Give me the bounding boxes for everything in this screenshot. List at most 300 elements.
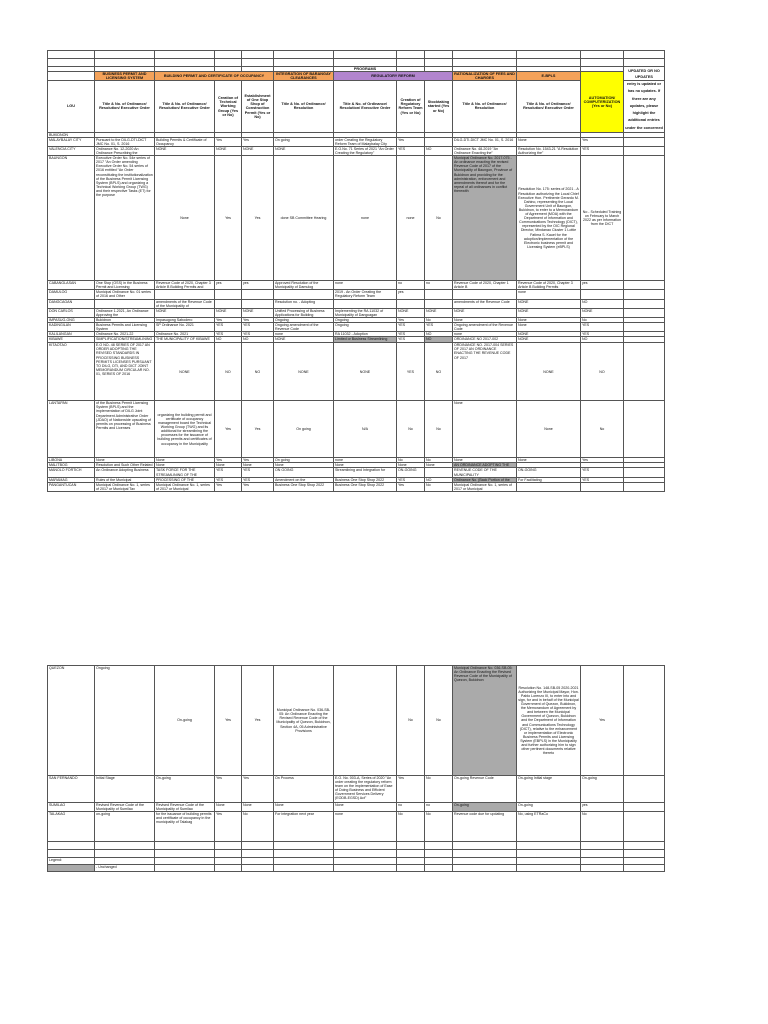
- data-cell: [624, 137, 665, 146]
- data-cell: Business One Stop Shop 2022: [334, 482, 397, 491]
- data-cell: No: [581, 401, 624, 458]
- data-cell: Yes: [215, 482, 242, 491]
- lgu-cell: BAUNGON: [48, 156, 95, 281]
- data-cell: No, using ETRaCo: [517, 812, 581, 842]
- table-row: [48, 290, 665, 299]
- data-cell: Building Permits & Certificate of Occupancy: [155, 137, 215, 146]
- lgu-cell: CABANGLASAN: [48, 281, 95, 290]
- data-cell: YES: [581, 468, 624, 477]
- legend-item: - Unchanged: [95, 865, 155, 872]
- legend-swatch: [48, 865, 95, 872]
- data-cell: No: [425, 482, 453, 491]
- data-cell: Business Permits and Licensing System: [95, 323, 155, 332]
- data-cell: No: [425, 317, 453, 322]
- col-title-res-exec: Title & No. of Ordinance/ Resolution/ Executive Order: [334, 81, 397, 132]
- lgu-cell: SAN FERNANDO: [48, 775, 95, 802]
- data-cell: [624, 802, 665, 811]
- data-cell: None: [517, 458, 581, 463]
- data-cell: Yes: [397, 482, 425, 491]
- table-row: [48, 308, 665, 317]
- data-cell: NONE: [397, 308, 425, 317]
- data-cell: None: [397, 463, 425, 468]
- group-fees: RATIONALIZATION OF FEES AND CHARGES: [454, 72, 515, 81]
- table-row: [48, 775, 665, 802]
- col-title-fees: Title & No. of Ordinance/ Resolution: [453, 81, 517, 132]
- data-cell: Municipal Ordinance No. 1, series of 2017 or Municipal: [155, 482, 215, 491]
- updated-note: entry is updated or has no updates. If there are any updates, please highlight the additional entries under the concerned: [624, 81, 665, 132]
- data-cell: None: [425, 463, 453, 468]
- data-cell: Revenue Code of 2020, Chapter 3 Article B Building Permits and: [155, 281, 215, 290]
- data-cell: None: [453, 458, 517, 463]
- data-cell: NONE: [581, 308, 624, 317]
- data-cell: Revised Revenue Code of the Municipality of Sumilao: [95, 802, 155, 811]
- data-cell: No: [397, 401, 425, 458]
- data-cell: E.O NO- 48 SERIES OF 2017 AN ORDER ADOPTING THE REVISED STANDARDS IN PROCESSING BUSINESS PERMITS LICENSES PURSUANT TO DILG, DTI, AND DICT JOINT MEMORANDUM CIRCULAR NO. 01, SERIES OF 2016: [95, 343, 155, 401]
- lgu-cell: MALAYBALAY CITY: [48, 137, 95, 146]
- data-cell: none: [334, 156, 397, 281]
- data-cell: [624, 323, 665, 332]
- data-cell: Yes: [397, 137, 425, 146]
- data-cell: No: [581, 317, 624, 322]
- data-cell: [624, 281, 665, 290]
- data-cell: none: [517, 290, 581, 299]
- data-cell: no: [425, 802, 453, 811]
- data-cell: [334, 299, 397, 308]
- data-cell: [624, 775, 665, 802]
- data-cell: Yes: [215, 812, 242, 842]
- data-cell: [95, 299, 155, 308]
- data-cell: [274, 290, 334, 299]
- lgu-cell: MALITBOG: [48, 463, 95, 468]
- lgu-cell: DON CARLOS: [48, 308, 95, 317]
- data-cell: YES: [215, 468, 242, 477]
- lgu-cell: MARAMAG: [48, 477, 95, 482]
- data-cell: [215, 299, 242, 308]
- data-cell: No: [425, 812, 453, 842]
- data-cell: None: [334, 802, 397, 811]
- data-cell: YES: [425, 323, 453, 332]
- data-cell: Yes: [581, 137, 624, 146]
- data-cell: yes: [242, 281, 274, 290]
- data-cell: of the Business Permit Licensing System (BPLS) and the implementation of DILG Joint Department Administrative Order (JDAO) of Nationwide upscaling of permits on processing of Business Permits and Licenses: [95, 401, 155, 458]
- data-cell: [624, 665, 665, 775]
- data-cell: on-going: [95, 812, 155, 842]
- lgu-cell: SUMILAO: [48, 802, 95, 811]
- data-cell: None: [274, 463, 334, 468]
- data-cell: No - Scheduled Training on February to March 2022 as per Information from the DICT: [581, 156, 624, 281]
- programs-label: PROGRAMS: [334, 67, 397, 72]
- data-cell: Yes: [397, 775, 425, 802]
- data-cell: none: [397, 156, 425, 281]
- lgu-cell: KITAOTAO: [48, 343, 95, 401]
- data-cell: Yes: [581, 458, 624, 463]
- col-one-stop: Establishment of One Stop Shop of Construction Permit (Yes or No): [242, 81, 274, 132]
- col-title-ordinance-2: Title & No. of Ordinance/ Resolution/ Executive Order: [155, 81, 215, 132]
- spreadsheet: [47, 50, 664, 872]
- data-cell: NONE: [517, 337, 581, 343]
- data-cell: No: [397, 458, 425, 463]
- data-cell: Rules of the Municipal: [95, 477, 155, 482]
- data-cell: E.O.No. 71 Series of 2021 "An Order Creating the Regulatory": [334, 146, 397, 155]
- data-cell: NONE: [274, 146, 334, 155]
- data-cell: NONE: [517, 343, 581, 401]
- data-cell: NO: [581, 337, 624, 343]
- data-cell: Ongoing: [334, 317, 397, 322]
- data-cell: NO: [425, 332, 453, 337]
- data-cell: Yes: [242, 775, 274, 802]
- group-ebpls: E-BPLS: [517, 72, 581, 81]
- data-cell: Ongoing amendment of the Revenue Code: [453, 323, 517, 332]
- data-cell: Implementing the RA 11032 of Municipality of Dangcagan: [334, 308, 397, 317]
- data-cell: On-going: [581, 775, 624, 802]
- data-cell: SP Ordinance No. 2021: [155, 323, 215, 332]
- data-cell: NO: [425, 146, 453, 155]
- data-cell: Amendment on the: [274, 477, 334, 482]
- lgu-cell: IMPASUG-ONG: [48, 317, 95, 322]
- data-cell: THE MUNICIPALITY OF KIBAWE: [155, 337, 215, 343]
- data-cell: [624, 299, 665, 308]
- data-cell: On-going: [453, 802, 517, 811]
- data-cell: Resolution and Such Other Related: [96, 463, 153, 468]
- col-regulatory-team: Creation of Regulatory Reform Team (Yes or No): [397, 81, 425, 132]
- data-cell: On-going Revenue Code: [453, 775, 517, 802]
- col-stocktaking: Stocktaking started (Yes or No): [425, 81, 453, 132]
- data-cell: YES: [397, 323, 425, 332]
- data-cell: NO: [242, 337, 274, 343]
- data-cell: Yes: [242, 482, 274, 491]
- data-cell: YES: [242, 323, 274, 332]
- data-cell: Municipal Ordinance No. 1, series of 2017 or Municipal: [453, 482, 517, 491]
- legend-label: Legend:: [48, 858, 95, 865]
- data-cell: On-going: [155, 775, 215, 802]
- data-cell: YES: [581, 323, 624, 332]
- data-cell: YES: [242, 332, 274, 337]
- lgu-cell: QUEZON: [48, 665, 95, 775]
- data-cell: NONE: [274, 337, 334, 343]
- data-cell: Ongoing: [334, 323, 397, 332]
- data-cell: Bukidnon: [95, 317, 155, 322]
- data-cell: [215, 290, 242, 299]
- data-cell: N/A: [334, 401, 397, 458]
- data-cell: No: [581, 812, 624, 842]
- data-cell: None: [242, 802, 274, 811]
- data-cell: None: [453, 401, 517, 458]
- data-cell: No: [425, 401, 453, 458]
- data-cell: yes: [215, 281, 242, 290]
- data-cell: No: [425, 156, 453, 281]
- data-cell: On-going: [517, 802, 581, 811]
- col-lgu: LGU: [48, 81, 95, 132]
- data-cell: No: [242, 812, 274, 842]
- data-cell: Yes: [215, 665, 242, 775]
- data-cell: [397, 299, 425, 308]
- data-cell: Municipal Ordinance No. 1, series of 2017 or Municipal Tax: [95, 482, 155, 491]
- col-creation-group: Creation of Technical Working Group (Yes or No): [215, 81, 242, 132]
- data-cell: ON-GOING: [517, 468, 581, 477]
- table-row: [48, 299, 665, 308]
- data-cell: Yes: [242, 137, 274, 146]
- data-cell: None: [517, 137, 581, 146]
- data-cell: No: [425, 458, 453, 463]
- data-cell: YES: [242, 468, 274, 477]
- lgu-cell: KALILANGAN: [48, 332, 95, 337]
- col-title-ordinance: Title & No. of Ordinance/ Resolution/ Executive Order: [95, 81, 155, 132]
- data-cell: None: [215, 463, 242, 468]
- table-row: [48, 343, 665, 401]
- lgu-cell: BUKIDNON: [48, 132, 95, 137]
- data-cell: NONE: [155, 343, 215, 401]
- data-cell: None: [155, 458, 215, 463]
- data-cell: [425, 290, 453, 299]
- data-cell: 2019 - An Order Creating the Regulatory Reform Team: [334, 290, 397, 299]
- data-cell: Limited or Business Streamlining: [334, 337, 397, 343]
- data-cell: Ongoing amendment of the Revenue Code: [274, 323, 334, 332]
- data-cell: Yes: [397, 317, 425, 322]
- data-cell: On going: [274, 458, 334, 463]
- data-cell: [624, 290, 665, 299]
- data-cell: [624, 308, 665, 317]
- data-cell: [624, 156, 665, 281]
- data-cell: None: [95, 458, 155, 463]
- data-cell: NO: [242, 343, 274, 401]
- table-row: [48, 401, 665, 458]
- data-cell: YES: [397, 337, 425, 343]
- data-cell: NONE: [425, 308, 453, 317]
- data-cell: Yes: [242, 317, 274, 322]
- col-title-resolution: Title & No. of Ordinance/ Resolution: [274, 81, 334, 132]
- data-cell: TASK FORCE FOR THE STREAMLINING OF THE: [155, 468, 215, 477]
- data-cell: Initial Stage: [95, 775, 155, 802]
- data-cell: none: [334, 458, 397, 463]
- updated-label: UPDATED OR NO UPDATES: [624, 67, 665, 81]
- summary-table-bottom: [47, 665, 665, 872]
- data-cell: none: [334, 281, 397, 290]
- table-row: [48, 468, 665, 477]
- table-row: [48, 482, 665, 491]
- data-cell: Municipal Ordinance No. 01 series of 2016 and Other: [95, 290, 155, 299]
- data-cell: none: [453, 332, 517, 337]
- data-cell: None: [517, 317, 581, 322]
- data-cell: YES: [215, 477, 242, 482]
- data-cell: [155, 290, 215, 299]
- data-cell: none: [274, 332, 334, 337]
- data-cell: [453, 290, 517, 299]
- data-cell: YES: [581, 332, 624, 337]
- data-cell: REVENUE CODE OF THE MUNICIPALITY: [453, 468, 517, 477]
- data-cell: DILG-DTI-DICT JMC No. 01, S. 2016: [453, 137, 517, 146]
- lgu-cell: VALENCIA CITY: [48, 146, 95, 155]
- data-cell: NONE: [334, 343, 397, 401]
- data-cell: YES: [581, 477, 624, 482]
- table-row: [48, 812, 665, 842]
- data-cell: yes: [581, 281, 624, 290]
- data-cell: NONE: [215, 146, 242, 155]
- data-cell: Ordinance No. 12-2020 An Ordinance Prescribing the: [95, 146, 155, 155]
- data-cell: Municipal Ordinance No. 036-SB-05: An Ordinance Enacting the Revised Revenue Code of the Municipality of Quezon, Bukidnon, Section 4A, 05 Administrative Provisions: [274, 665, 334, 775]
- data-cell: None: [155, 463, 215, 468]
- data-cell: NONE: [517, 308, 581, 317]
- data-cell: NONE: [274, 343, 334, 401]
- data-cell: On going: [274, 137, 334, 146]
- data-cell: An Ordinance Adopting Business: [95, 468, 155, 477]
- data-cell: [425, 137, 453, 146]
- data-cell: Approved Resolution of the Municipality of Damulog: [274, 281, 334, 290]
- data-cell: order Creating the Regulatory Reform Team of Malaybalay City: [334, 137, 397, 146]
- data-cell: yes: [581, 802, 624, 811]
- data-cell: YES: [397, 332, 425, 337]
- table-row: [48, 665, 665, 775]
- data-cell: Yes: [242, 665, 274, 775]
- data-cell: Ordinance No. 2021: [155, 332, 215, 337]
- data-cell: RA 11032 - Adoption: [334, 332, 397, 337]
- data-cell: No: [425, 775, 453, 802]
- lgu-cell: DANGCAGAN: [48, 299, 95, 308]
- data-cell: NO: [581, 343, 624, 401]
- data-cell: Executive Order No. 54e series of 2017 "An Order amending Executive Order No. 54 series of 2016 entitled "An Order reconstituting the institutionalization of the Business Permit Licensing System (BPLS) and organizing a Technical Working Group (TWG) and their respective Tasks (ET) for the purpose: [95, 156, 155, 281]
- data-cell: On-going Initial stage: [517, 775, 581, 802]
- data-cell: Yes: [242, 458, 274, 463]
- lgu-cell: TALAKAG: [48, 812, 95, 842]
- data-cell: amendments of the Revenue Code of the Municipality of: [155, 299, 215, 308]
- table-row: [48, 281, 665, 290]
- lgu-cell: KIBAWE: [48, 337, 95, 343]
- data-cell: [242, 299, 274, 308]
- data-cell: One Stop (OSS) in the Business Permit and Licensing: [95, 281, 155, 290]
- data-cell: Yes: [215, 156, 242, 281]
- data-cell: [425, 299, 453, 308]
- data-cell: Revenue Code of 2020, Chapter 1 Article B: [453, 281, 517, 290]
- data-cell: [624, 482, 665, 491]
- data-cell: NONE: [453, 308, 517, 317]
- data-cell: ON GOING: [274, 468, 334, 477]
- data-cell: NONE: [215, 308, 242, 317]
- data-cell: NO: [425, 477, 453, 482]
- data-cell: NO: [425, 343, 453, 401]
- lgu-cell: MANOLO FORTICH: [48, 468, 95, 477]
- data-cell: Ongoing: [95, 665, 155, 775]
- data-cell: E.O. No. 003-A, Series of 2020 "An order creating the regulatory reform team on the implementation of Ease of Doing Business and Efficient Government Services Delivery (EODB-EGSD) Act": [334, 775, 397, 802]
- data-cell: [581, 482, 624, 491]
- data-cell: [425, 468, 453, 477]
- data-cell: NO: [215, 343, 242, 401]
- data-cell: Resolution no. - Adopting: [274, 299, 334, 308]
- group-regulatory: REGULATORY REFORM: [334, 72, 453, 81]
- group-building: BUILDING PERMIT AND CERTIFICATE OF OCCUPANCY: [155, 72, 274, 81]
- data-cell: None: [453, 317, 517, 322]
- group-bpls: BUSINESS PERMIT AND LICENSING SYSTEM: [95, 72, 155, 81]
- data-cell: None: [517, 401, 581, 458]
- data-cell: Revised Revenue Code of the Municipality of Sumilao: [155, 802, 215, 811]
- data-cell: NONE: [517, 332, 581, 337]
- data-cell: Yes: [215, 458, 242, 463]
- data-cell: ON-GOING: [397, 468, 425, 477]
- data-cell: Yes: [215, 317, 242, 322]
- data-cell: YES: [397, 146, 425, 155]
- data-cell: Revenue code due for updating: [453, 812, 517, 842]
- data-cell: none: [334, 812, 397, 842]
- data-cell: Business One Stop Shop 2022: [274, 482, 334, 491]
- data-cell: For Facilitating: [517, 477, 581, 482]
- data-cell: PROCESSING OF THE: [155, 477, 215, 482]
- data-cell: No: [397, 812, 425, 842]
- data-cell: Yes: [215, 137, 242, 146]
- data-cell: Impasugong Sabodero: [155, 317, 215, 322]
- data-cell: ORDINANCE NO. 2017-004 SERIES OF 2017 AN ORDINANCE ENACTING THE REVENUE CODE OF 2017: [453, 343, 517, 401]
- data-cell: No: [397, 665, 425, 775]
- data-cell: On-going: [155, 665, 215, 775]
- data-cell: Municipal Ordinance No. 2017-075 - An ordinance enacting the revised Revenue Code of 2017 of the Municipality of Baungon, Province of Bukidnon and providing for the administration, enforcement and amendments thereof and for the repeal of all ordinances in conflict therewith: [453, 156, 517, 281]
- data-cell: NO: [425, 337, 453, 343]
- summary-table: [47, 50, 665, 492]
- data-cell: Yes: [242, 401, 274, 458]
- data-cell: Ongoing: [274, 317, 334, 322]
- data-cell: On going: [274, 401, 334, 458]
- data-cell: Yes: [215, 401, 242, 458]
- data-cell: NONE: [242, 146, 274, 155]
- data-cell: Ordinance No. (Back Portion of the: [453, 477, 517, 482]
- data-cell: [517, 482, 581, 491]
- lgu-cell: LANTAPAN: [48, 401, 95, 458]
- data-cell: Unified Processing of Business Applications for Building: [274, 308, 334, 317]
- data-cell: yes: [397, 290, 425, 299]
- data-cell: amendments of the Revenue Code: [453, 299, 517, 308]
- lgu-cell: KADINGILAN: [48, 323, 95, 332]
- data-cell: [624, 468, 665, 477]
- group-barangay: INTEGRATION OF BARANGAY CLEARANCES: [274, 72, 334, 81]
- data-cell: For integration next year: [274, 812, 334, 842]
- data-cell: [624, 146, 665, 155]
- data-cell: Streamlining and Integration for: [334, 468, 397, 477]
- data-cell: Yes: [242, 156, 274, 281]
- data-cell: NO: [215, 337, 242, 343]
- data-cell: YES: [215, 332, 242, 337]
- table-row: [48, 137, 665, 146]
- data-cell: Resolution No. 148-SB-05 2020-2021 Authorizing the Municipal Mayor, Hon. Pablo Lorenzo III, to enter into and sign, for and in behalf of the Municipal Government of Quezon, Bukidnon, the Memorandum of Agreement by and between the Municipal Government of Quezon, Bukidnon and the Department of Information and Communications Technology (DICT), relative to the enhancement or implementation of Electronic Business Permits and Licensing System (EBPLS) in the Municipality and further authorizing him to sign other pertinent documents relative thereto: [517, 665, 581, 775]
- data-cell: None: [274, 802, 334, 811]
- data-cell: NO: [581, 299, 624, 308]
- data-cell: None: [155, 156, 215, 281]
- table-row: [48, 802, 665, 811]
- data-cell: no: [425, 281, 453, 290]
- data-cell: YES: [397, 343, 425, 401]
- data-cell: None: [517, 323, 581, 332]
- data-cell: Ordinance No. 2021-22: [95, 332, 155, 337]
- data-cell: ORDINANCE NO 2017-002: [453, 337, 517, 343]
- data-cell: for the issuance of building permits and certificate of occupancy in the municipality of Talakag: [155, 812, 215, 842]
- table-row: [48, 323, 665, 332]
- data-cell: None: [242, 463, 274, 468]
- data-cell: Revenue Code of 2020, Chapter 3 Article B Building Permits: [517, 281, 581, 290]
- data-cell: NONE: [155, 308, 215, 317]
- data-cell: [334, 665, 397, 775]
- table-row: [48, 156, 665, 281]
- data-cell: YES: [581, 146, 624, 155]
- data-cell: Resolution No. 175: series of 2021 - A Resolution authorizing the Local Chief Executive Hon. Pertinente Gerardo M. Dahino, representing the Local Government Unit of Baungon, Bukidnon, to enter to a Memorandum of Agreement (MOA) with the Department of Information and Communications Technology (DICT), represented by the OIC Regional Director, Mindanao Cluster 1 Lottie Fatima S. Kauel for the adoption/implementation of the Electronic business permit and Licensing System (eBPLS): [517, 156, 581, 281]
- data-cell: Resolution No. 1543-21 "A Resolution Authorizing the": [517, 146, 581, 155]
- data-cell: Pursuant to the DILG-DTI-DICT JMC No. 01, S. 2016: [95, 137, 155, 146]
- lgu-cell: DAMULOG: [48, 290, 95, 299]
- data-cell: [581, 290, 624, 299]
- data-cell: NONE: [242, 308, 274, 317]
- data-cell: Ordinance 1-2021, An Ordinance Approving the: [95, 308, 155, 317]
- data-cell: Yes: [581, 665, 624, 775]
- table-row: [48, 146, 665, 155]
- data-cell: Municipal Ordinance No. 036-SB-05: An Ordinance Enacting the Revised Revenue Code of the Municipality of Quezon, Bukidnon: [453, 665, 517, 775]
- data-cell: No: [425, 665, 453, 775]
- data-cell: NONE: [517, 299, 581, 308]
- data-cell: YES: [242, 477, 274, 482]
- data-cell: no: [397, 802, 425, 811]
